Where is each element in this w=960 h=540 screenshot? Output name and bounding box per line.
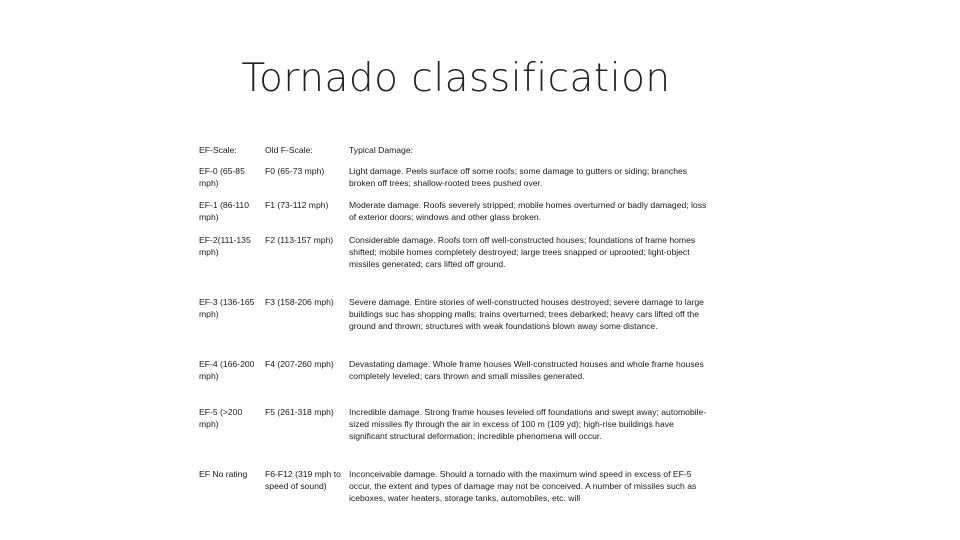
typical-damage-cell: Moderate damage. Roofs severely stripped; mobile homes overturned or badly damaged; loss of exterior doors; windows and other glass broken.	[349, 200, 707, 222]
ef-scale-cell: EF-2(111-135 mph)	[199, 235, 251, 257]
old-f-scale-cell: F6-F12 (319 mph to speed of sound)	[265, 469, 341, 491]
typical-damage-cell: Devastating damage. Whole frame houses Well-constructed houses and whole frame houses completely leveled; cars thrown and small missiles generated.	[349, 359, 704, 381]
ef-scale-cell: EF-4 (166-200 mph)	[199, 359, 255, 381]
ef-scale-cell: EF-0 (65-85 mph)	[199, 166, 245, 188]
typical-damage-cell: Inconceivable damage. Should a tornado with the maximum wind speed in excess of EF-5 occur, the extent and types of damage may not be conceived. A number of missiles such as iceboxes, water heaters, storage tanks, automobiles, etc. will	[349, 469, 697, 503]
typical-damage-cell: Incredible damage. Strong frame houses leveled off foundations and swept away; automobile-sized missiles fly through the air in excess of 100 m (109 yd); high-rise buildings have significant structural deformation; incredible phenomena will occur.	[349, 407, 707, 441]
old-f-scale-cell: F1 (73-112 mph)	[265, 200, 329, 210]
slide-title: Tornado classification	[241, 56, 671, 101]
typical-damage-cell: Severe damage. Entire stories of well-constructed houses destroyed; severe damage to large buildings suc has shopping malls; trains overturned; trees debarked; heavy cars lifted off the ground and thrown; structures with weak foundations blown away some distance.	[349, 297, 704, 331]
old-f-scale-cell: F0 (65-73 mph)	[265, 166, 325, 176]
typical-damage-cell: Light damage. Peels surface off some roofs; some damage to gutters or siding; branches broken off trees; shallow-rooted trees pushed over.	[349, 166, 688, 188]
typical-damage-cell: Considerable damage. Roofs torn off well-constructed houses; foundations of frame homes shifted; mobile homes completely destroyed; large trees snapped or uprooted; light-object missiles generated; cars lifted off ground.	[349, 235, 696, 269]
old-f-scale-cell: F5 (261-318 mph)	[265, 407, 334, 417]
ef-scale-cell: EF-5 (>200 mph)	[199, 407, 243, 429]
old-f-scale-cell: F3 (158-206 mph)	[265, 297, 334, 307]
header-typical-damage: Typical Damage:	[349, 145, 414, 155]
old-f-scale-cell: F4 (207-260 mph)	[265, 359, 334, 369]
ef-scale-cell: EF-3 (136-165 mph)	[199, 297, 255, 319]
ef-scale-cell: EF No rating	[199, 469, 248, 479]
old-f-scale-cell: F2 (113-157 mph)	[265, 235, 334, 245]
header-ef-scale: EF-Scale:	[199, 145, 237, 155]
ef-scale-cell: EF-1 (86-110 mph)	[199, 200, 249, 222]
header-old-f-scale: Old F-Scale:	[265, 145, 313, 155]
